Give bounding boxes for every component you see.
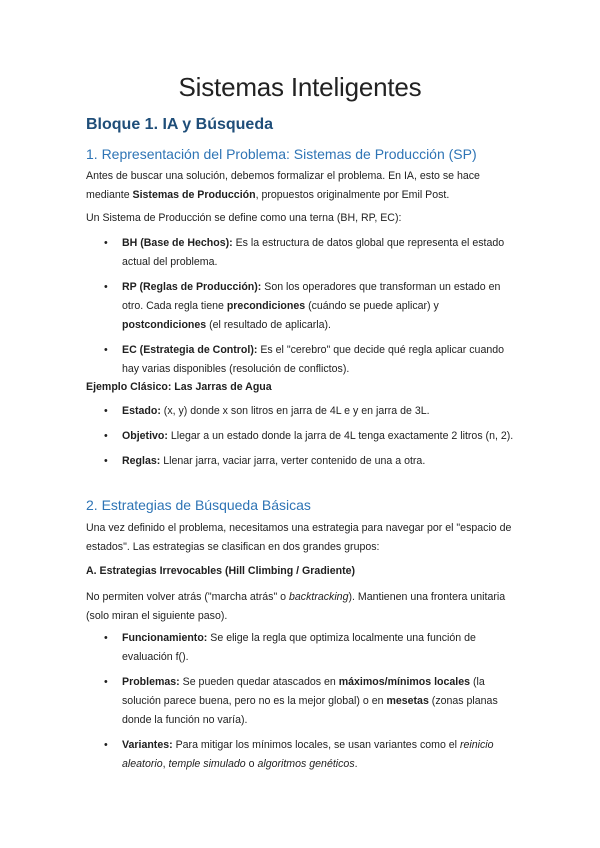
item-text: (cuándo se puede aplicar) y bbox=[305, 300, 439, 312]
item-italic-geneticos: algoritmos genéticos bbox=[257, 758, 355, 770]
example-item-objetivo bbox=[86, 427, 516, 446]
production-system-list bbox=[86, 234, 516, 385]
example-heading: Ejemplo Clásico: Las Jarras de Agua bbox=[86, 381, 272, 393]
section2-heading: 2. Estrategias de Búsqueda Básicas bbox=[86, 497, 311, 513]
item-term: Reglas: bbox=[122, 455, 161, 467]
item-text: Son los operadores que transforman un estado en otro. Cada regla tiene bbox=[122, 281, 501, 312]
item-text: (el resultado de aplicarla). bbox=[206, 319, 332, 331]
sub-intro-text-c: ). Mantienen una frontera unitaria (solo miran el siguiente paso). bbox=[86, 591, 506, 622]
list-item-bh bbox=[86, 234, 516, 272]
block-heading: Bloque 1. IA y Búsqueda bbox=[86, 116, 273, 133]
item-italic-reinicio: reinicio aleatorio bbox=[122, 739, 494, 770]
section2-subheading: A. Estrategias Irrevocables (Hill Climbing / Gradiente) bbox=[86, 565, 356, 577]
item-term: Funcionamiento: bbox=[122, 632, 208, 644]
item-term: Problemas: bbox=[122, 676, 180, 688]
document-title: Sistemas Inteligentes bbox=[178, 72, 422, 102]
item-italic-temple: temple simulado bbox=[168, 758, 246, 770]
intro-text-a: Antes de buscar una solución, debemos formalizar el problema. En IA, esto se hace mediante bbox=[86, 170, 480, 201]
item-bold-maximos: máximos/mínimos locales bbox=[338, 676, 471, 688]
section1-heading: 1. Representación del Problema: Sistemas de Producción (SP) bbox=[86, 146, 477, 162]
item-bold-precondiciones: precondiciones bbox=[226, 300, 306, 312]
item-bold-postcondiciones: postcondiciones bbox=[122, 319, 207, 331]
item-term: RP (Reglas de Producción): bbox=[122, 281, 262, 293]
item-text: (la solución parece buena, pero no es la mejor global) o en bbox=[122, 676, 485, 707]
item-text: Es la estructura de datos global que representa el estado actual del problema. bbox=[122, 237, 505, 268]
section1-intro bbox=[86, 167, 516, 205]
list-item-rp bbox=[86, 278, 516, 335]
example-item-reglas bbox=[86, 452, 516, 471]
item-bold-mesetas: mesetas bbox=[386, 695, 429, 707]
irrevocable-strategies-list bbox=[86, 629, 516, 780]
intro-text-c: , propuestos originalmente por Emil Post. bbox=[255, 189, 450, 201]
item-text: Llegar a un estado donde la jarra de 4L tenga exactamente 2 litros (n, 2). bbox=[167, 430, 514, 442]
section2-sub-intro bbox=[86, 588, 516, 626]
list-item-problemas bbox=[86, 673, 516, 730]
example-list bbox=[86, 402, 516, 477]
item-text: , bbox=[162, 758, 169, 770]
item-term: Estado: bbox=[122, 405, 161, 417]
item-text: o bbox=[245, 758, 258, 770]
section1-definition: Un Sistema de Producción se define como una terna (BH, RP, EC): bbox=[86, 212, 402, 224]
example-item-estado bbox=[86, 402, 516, 421]
item-text: (x, y) donde x son litros en jarra de 4L e y en jarra de 3L. bbox=[160, 405, 430, 417]
item-text: (zonas planas donde la función no varía). bbox=[122, 695, 498, 726]
item-text: Se pueden quedar atascados en bbox=[179, 676, 339, 688]
sub-intro-italic: backtracking bbox=[289, 591, 349, 603]
list-item-ec bbox=[86, 341, 516, 379]
list-item-variantes bbox=[86, 736, 516, 774]
item-text: Para mitigar los mínimos locales, se usan variantes como el bbox=[172, 739, 460, 751]
item-term: EC (Estrategia de Control): bbox=[122, 344, 258, 356]
item-text: Es el "cerebro" que decide qué regla aplicar cuando hay varias disponibles (resolución de conflictos). bbox=[122, 344, 505, 375]
list-item-funcionamiento bbox=[86, 629, 516, 667]
sub-intro-text-a: No permiten volver atrás ("marcha atrás" o bbox=[86, 591, 289, 603]
item-text: Llenar jarra, vaciar jarra, verter contenido de una a otra. bbox=[160, 455, 426, 467]
item-text: Se elige la regla que optimiza localmente una función de evaluación f(). bbox=[122, 632, 476, 663]
item-term: BH (Base de Hechos): bbox=[122, 237, 233, 249]
item-text: . bbox=[354, 758, 358, 770]
intro-bold: Sistemas de Producción bbox=[132, 189, 256, 201]
item-term: Objetivo: bbox=[122, 430, 168, 442]
section2-intro: Una vez definido el problema, necesitamos una estrategia para navegar por el "espacio de estados". Las estrategias se clasifican en dos grandes grupos: bbox=[86, 522, 512, 553]
item-term: Variantes: bbox=[122, 739, 173, 751]
